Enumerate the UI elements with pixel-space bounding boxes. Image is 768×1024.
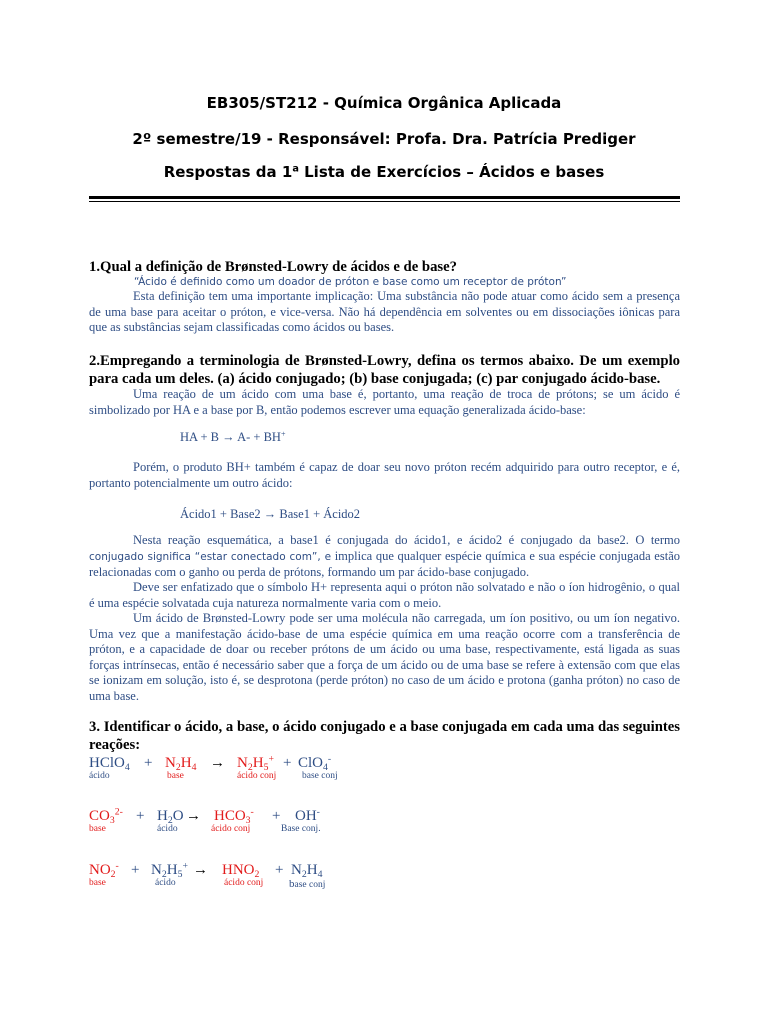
question-1-quote: “Ácido é definido como um doador de próton e base como um receptor de próton” (134, 276, 567, 288)
r1-label-acid: ácido (89, 771, 110, 781)
r1-species-4: ClO$_4$- (298, 753, 332, 773)
r2-plus-2: + (272, 808, 281, 824)
semester-line: 2º semestre/19 - Responsável: Profa. Dra. Patrícia Prediger (132, 130, 636, 148)
r3-plus-2: + (275, 862, 284, 878)
equation-1 (180, 430, 286, 445)
subtitle-post: Lista de Exercícios – Ácidos e bases (298, 163, 605, 181)
subtitle-sup: a (292, 163, 299, 175)
r3-plus-1: + (131, 862, 140, 878)
header-rule-thin (89, 201, 680, 202)
r3-arrow-icon: → (193, 862, 208, 878)
eq1-left: HA + B (180, 430, 220, 444)
r3-label-base: base (89, 878, 106, 888)
eq2-arrow-icon: → (263, 507, 277, 521)
course-title: EB305/ST212 - Química Orgânica Aplicada (206, 94, 562, 112)
question-2-paragraph-4 (89, 580, 680, 611)
r2-species-4: OH- (295, 806, 320, 824)
eq2-right: Base1 + Ácido2 (279, 507, 361, 521)
r2-label-base: base (89, 824, 106, 834)
equation-2 (180, 507, 360, 522)
question-1-answer-text: Esta definição tem uma importante implicação: Uma substância não pode atuar como ácido sem a presença de uma base para aceitar o próton, e vice-versa. Não há dependência em solventes ou em dissociações iônicas para que as substâncias sejam classificadas como ácidos ou bases. (89, 289, 680, 334)
r3-label-base-conj: base conj (289, 878, 326, 890)
r1-label-base: base (167, 771, 184, 781)
r2-arrow-icon: → (186, 808, 201, 824)
paragraph-4-text: Deve ser enfatizado que o símbolo H+ representa aqui o próton não solvatado e não o íon hidrogênio, o qual é uma espécie solvatada cuja natureza normalmente varia com o meio. (89, 580, 680, 610)
question-1-title: 1.Qual a definição de Brønsted-Lowry de ácidos e de base? (89, 259, 458, 275)
r3-label-acid: ácido (155, 878, 176, 888)
document-subtitle (0, 163, 768, 181)
r2-species-3: $HCO_3^-$ (214, 806, 254, 826)
eq2-left: Ácido1 + Base2 (180, 507, 261, 521)
paragraph-3a-text: Nesta reação esquemática, a base1 é conjugada do ácido1, e ácido2 é conjugado da base2. O termo (133, 533, 680, 547)
eq1-right: A- + BH (237, 430, 281, 444)
paragraph-3b-text: conjugado significa “estar conectado com”, e (89, 550, 332, 563)
question-2-paragraph-1 (89, 387, 680, 418)
question-2-title: 2.Empregando a terminologia de Brønsted-Lowry, defina os termos abaixo. De um exemplo para cada um deles. (a) ácido conjugado; (b) base conjugada; (c) par conjugado ácido-base. (89, 353, 680, 387)
r3-species-3: $HNO_2$ (222, 862, 260, 880)
r1-species-2: $N_2H_4$ (165, 755, 197, 773)
r2-species-2: $H_2O$ (157, 808, 184, 826)
paragraph-3c-text: implica que qualquer espécie química e sua espécie conjugada estão relacionadas com o ganho ou perda de prótons, formando um par ácido-base conjugado. (89, 548, 680, 579)
eq1-arrow-icon: → (222, 430, 235, 444)
r1-species-3: $N_2H_5^+$ (237, 753, 274, 773)
r3-species-4: $N_2H_4$ (291, 862, 323, 880)
question-2-paragraph-3 (89, 533, 680, 581)
r1-label-acid-conj: ácido conj (237, 771, 277, 781)
r3-species-2: $N_2H_5^+$ (151, 860, 188, 880)
question-1-answer (89, 289, 680, 336)
r1-species-1: HClO$_4$ (89, 755, 130, 773)
r2-plus-1: + (136, 808, 145, 824)
r1-arrow-icon: → (210, 755, 225, 771)
r1-label-base-conj: base conj (302, 771, 338, 781)
paragraph-2-text: Porém, o produto BH+ também é capaz de doar seu novo próton recém adquirido para outro receptor, e é, portanto potencialmente um outro ácido: (89, 460, 680, 490)
paragraph-5-text: Um ácido de Brønsted-Lowry pode ser uma molécula não carregada, um íon positivo, ou um íon negativo. Uma vez que a manifestação ácido-base de uma espécie química em uma reação ocorre com a transferência de próton, e a capacidade de doar ou receber prótons de um ácido ou uma base, respectivamente, está ligada as suas forças intrínsecas, então é necessário saber que a força de um ácido ou de uma base se refere à extensão com que elas se ionizam em solução, isto é, se desprotona (perde próton) no caso de um ácido e protona (ganha próton) no caso de uma base. (89, 611, 680, 703)
header-rule-thick (89, 196, 680, 199)
question-2-paragraph-2 (89, 460, 680, 491)
eq1-sup: + (280, 429, 286, 439)
r3-species-1: $NO_2^-$ (89, 860, 119, 880)
paragraph-1-text: Uma reação de um ácido com uma base é, portanto, uma reação de troca de prótons; se um ácido é simbolizado por HA e a base por B, então podemos escrever uma equação generalizada ácido-base: (89, 387, 680, 417)
r2-species-1: $CO_3^{2-}$ (89, 806, 123, 826)
r2-label-acid-conj: ácido conj (211, 824, 251, 834)
question-3-title: 3. Identificar o ácido, a base, o ácido conjugado e a base conjugada em cada uma das seguintes reações: (89, 719, 680, 753)
r1-plus-1: + (144, 755, 153, 771)
r2-label-acid: ácido (157, 824, 178, 834)
r1-plus-2: + (283, 755, 292, 771)
subtitle-pre: Respostas da 1 (163, 163, 293, 181)
question-2-paragraph-5 (89, 611, 680, 704)
r2-label-base-conj: Base conj. (281, 824, 321, 834)
r3-label-acid-conj: ácido conj (224, 878, 264, 888)
